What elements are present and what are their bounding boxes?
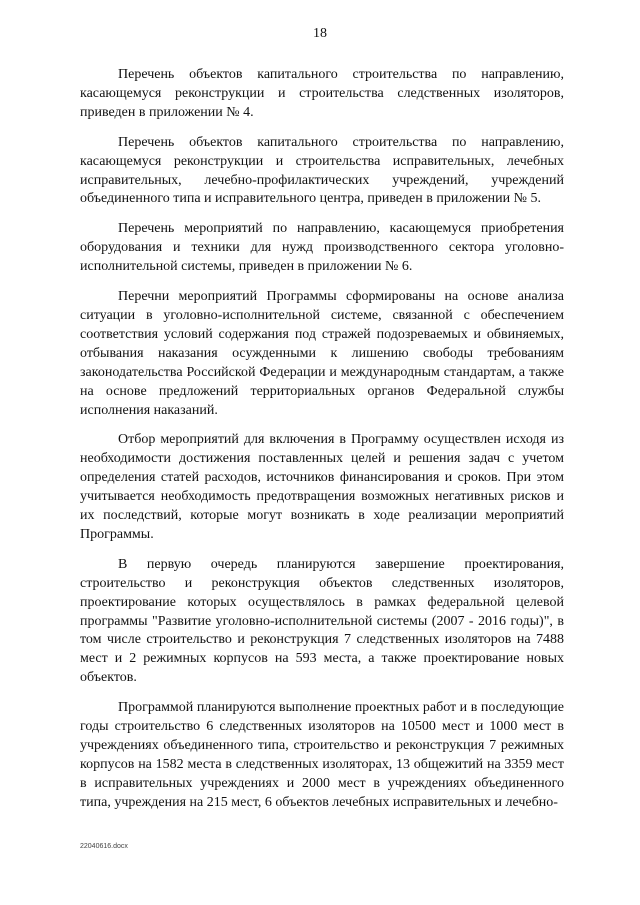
paragraph-appendix-6: Перечень мероприятий по направлению, касающемуся приобретения оборудования и техники для нужд производственного сектора уголовно-исполнительной системы, приведен в приложении № 6. [80,221,564,275]
page-number: 18 [313,26,327,41]
footer-filename: 22040616.docx [80,843,128,850]
paragraph-appendix-5: Перечень объектов капитального строительства по направлению, касающемуся реконструкции и строительства исправительных, лечебных исправительных, лечебно-профилактических учреждений, учреждений объединенного типа и исправительного центра, приведен в приложении № 5. [80,134,564,207]
paragraph-selection: Отбор мероприятий для включения в Программу осуществлен исходя из необходимости достижения поставленных целей и решения задач с учетом определения статей расходов, источников финансирования и сроков. При этом учитывается необходимость предотвращения возможных негативных рисков и их последствий, которые могут возникать в ходе реализации мероприятий Программы. [80,432,564,542]
document-body [80,66,564,824]
paragraph-program-basis: Перечни мероприятий Программы сформированы на основе анализа ситуации в уголовно-исполнительной системе, связанной с обеспечением соответствия условий содержания под стражей подозреваемых и обвиняемых, отбывания наказания осужденными к лишению свободы требованиям законодательства Российской Федерации и международным стандартам, а также на основе предложений территориальных органов Федеральной службы исполнения наказаний. [80,289,564,418]
paragraph-planned-works: Программой планируются выполнение проектных работ и в последующие годы строительство 6 следственных изоляторов на 10500 мест и 1000 мест в учреждениях объединенного типа, строительство и реконструкция 7 режимных корпусов на 1582 места в следственных изоляторах, 13 общежитий на 3359 мест в исправительных учреждениях и 2000 мест в учреждениях объединенного типа, учреждения на 215 мест, 6 объектов лечебных исправительных и лечебно- [80,700,564,810]
paragraph-priority: В первую очередь планируются завершение проектирования, строительство и реконструкция объектов следственных изоляторов, проектирование которых осуществлялось в рамках федеральной целевой программы "Развитие уголовно-исполнительной системы (2007 - 2016 годы)", в том числе строительство и реконструкция 7 следственных изоляторов на 7488 мест и 2 режимных корпусов на 593 места, а также проектирование новых объектов. [80,556,564,686]
paragraph-appendix-4: Перечень объектов капитального строительства по направлению, касающемуся реконструкции и строительства следственных изоляторов, приведен в приложении № 4. [80,67,564,120]
